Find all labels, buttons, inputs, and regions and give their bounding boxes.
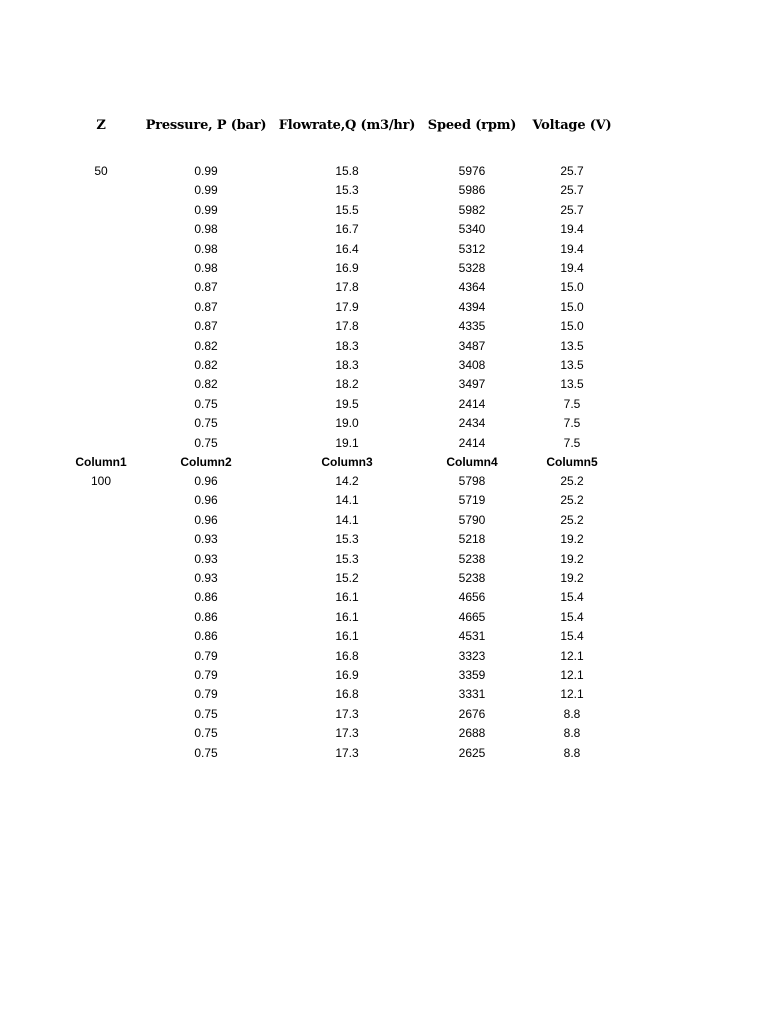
- cell-voltage: 12.1: [560, 648, 584, 663]
- cell-voltage: 8.8: [563, 726, 581, 741]
- header-speed: Speed (rpm): [427, 118, 517, 133]
- cell-flowrate: 14.2: [335, 474, 359, 488]
- cell-speed: 5790: [458, 512, 486, 527]
- cell-pressure: 0.75: [194, 745, 218, 760]
- cell-flowrate: 17.3: [335, 726, 359, 741]
- cell-voltage: 15.4: [560, 629, 584, 644]
- cell-pressure: 0.79: [194, 648, 218, 663]
- subheader-column5: Column5: [546, 455, 598, 469]
- cell-pressure: 0.93: [194, 532, 218, 547]
- cell-voltage: 8.8: [563, 745, 581, 760]
- cell-pressure: 0.98: [194, 222, 218, 237]
- cell-voltage: 13.5: [560, 338, 584, 353]
- cell-speed: 2434: [458, 416, 486, 431]
- cell-speed: 4394: [458, 299, 486, 314]
- cell-pressure: 0.86: [194, 629, 218, 644]
- cell-speed: 4531: [458, 629, 486, 644]
- cell-speed: 5340: [458, 222, 486, 237]
- cell-voltage: 13.5: [560, 377, 584, 392]
- cell-voltage: 15.0: [560, 319, 584, 334]
- cell-voltage: 19.2: [560, 551, 584, 566]
- cell-speed: 2625: [458, 745, 486, 760]
- cell-speed: 2414: [458, 396, 486, 411]
- cell-speed: 5719: [458, 493, 486, 508]
- cell-flowrate: 15.8: [335, 164, 359, 178]
- cell-flowrate: 19.1: [335, 435, 359, 450]
- cell-flowrate: 14.1: [335, 512, 359, 527]
- cell-voltage: 19.2: [560, 571, 584, 585]
- cell-voltage: 15.4: [560, 609, 584, 624]
- cell-speed: 4364: [458, 280, 486, 295]
- cell-speed: 5218: [458, 532, 486, 547]
- cell-pressure: 0.79: [194, 687, 218, 702]
- cell-voltage: 25.7: [560, 164, 584, 178]
- cell-speed: 3497: [458, 377, 486, 392]
- cell-flowrate: 19.0: [335, 416, 359, 431]
- cell-pressure: 0.96: [194, 493, 218, 508]
- cell-speed: 4335: [458, 319, 486, 334]
- z-value: 50: [94, 164, 108, 178]
- cell-speed: 3408: [458, 358, 486, 372]
- header-z: Z: [96, 118, 106, 133]
- cell-pressure: 0.96: [194, 512, 218, 527]
- cell-pressure: 0.98: [194, 241, 218, 256]
- cell-flowrate: 16.9: [335, 668, 359, 682]
- cell-pressure: 0.75: [194, 706, 218, 721]
- cell-pressure: 0.98: [194, 261, 218, 275]
- cell-flowrate: 18.3: [335, 338, 359, 353]
- cell-voltage: 19.4: [560, 261, 584, 275]
- cell-speed: 3359: [458, 668, 486, 682]
- cell-pressure: 0.99: [194, 164, 218, 178]
- cell-flowrate: 15.3: [335, 551, 359, 566]
- cell-flowrate: 18.3: [335, 358, 359, 372]
- cell-speed: 3487: [458, 338, 486, 353]
- cell-voltage: 25.7: [560, 183, 584, 198]
- cell-speed: 5986: [458, 183, 486, 198]
- cell-speed: 5982: [458, 202, 486, 217]
- cell-voltage: 13.5: [560, 358, 584, 372]
- cell-speed: 5312: [458, 241, 486, 256]
- cell-pressure: 0.99: [194, 202, 218, 217]
- cell-flowrate: 16.9: [335, 261, 359, 275]
- header-voltage: Voltage (V): [532, 118, 612, 133]
- cell-voltage: 19.2: [560, 532, 584, 547]
- cell-flowrate: 16.1: [335, 590, 359, 605]
- cell-voltage: 8.8: [563, 706, 581, 721]
- cell-flowrate: 19.5: [335, 396, 359, 411]
- cell-flowrate: 15.3: [335, 532, 359, 547]
- cell-flowrate: 18.2: [335, 377, 359, 392]
- cell-pressure: 0.82: [194, 358, 218, 372]
- cell-pressure: 0.93: [194, 551, 218, 566]
- cell-voltage: 7.5: [563, 396, 581, 411]
- cell-pressure: 0.75: [194, 396, 218, 411]
- cell-pressure: 0.87: [194, 280, 218, 295]
- cell-speed: 5976: [458, 164, 486, 178]
- cell-voltage: 19.4: [560, 241, 584, 256]
- cell-flowrate: 17.8: [335, 280, 359, 295]
- cell-voltage: 25.2: [560, 474, 584, 488]
- cell-pressure: 0.82: [194, 338, 218, 353]
- subheader-column2: Column2: [180, 455, 232, 469]
- cell-speed: 3331: [458, 687, 486, 702]
- cell-pressure: 0.87: [194, 299, 218, 314]
- cell-voltage: 15.0: [560, 280, 584, 295]
- cell-flowrate: 16.1: [335, 609, 359, 624]
- cell-pressure: 0.75: [194, 726, 218, 741]
- subheader-column1: Column1: [75, 455, 127, 469]
- cell-voltage: 12.1: [560, 668, 584, 682]
- cell-pressure: 0.99: [194, 183, 218, 198]
- cell-flowrate: 16.4: [335, 241, 359, 256]
- cell-voltage: 25.7: [560, 202, 584, 217]
- cell-flowrate: 16.1: [335, 629, 359, 644]
- cell-pressure: 0.79: [194, 668, 218, 682]
- cell-pressure: 0.86: [194, 609, 218, 624]
- cell-flowrate: 15.5: [335, 202, 359, 217]
- cell-voltage: 12.1: [560, 687, 584, 702]
- cell-voltage: 15.4: [560, 590, 584, 605]
- cell-flowrate: 16.8: [335, 687, 359, 702]
- cell-speed: 3323: [458, 648, 486, 663]
- cell-pressure: 0.96: [194, 474, 218, 488]
- cell-pressure: 0.75: [194, 435, 218, 450]
- cell-flowrate: 15.3: [335, 183, 359, 198]
- cell-pressure: 0.87: [194, 319, 218, 334]
- cell-voltage: 7.5: [563, 435, 581, 450]
- cell-voltage: 7.5: [563, 416, 581, 431]
- cell-pressure: 0.93: [194, 571, 218, 585]
- cell-flowrate: 16.7: [335, 222, 359, 237]
- z-value: 100: [90, 474, 112, 488]
- cell-voltage: 25.2: [560, 493, 584, 508]
- cell-speed: 2688: [458, 726, 486, 741]
- cell-flowrate: 17.8: [335, 319, 359, 334]
- cell-flowrate: 17.3: [335, 745, 359, 760]
- cell-flowrate: 17.9: [335, 299, 359, 314]
- cell-flowrate: 14.1: [335, 493, 359, 508]
- cell-voltage: 25.2: [560, 512, 584, 527]
- cell-speed: 5238: [458, 571, 486, 585]
- cell-speed: 4656: [458, 590, 486, 605]
- header-pressure: Pressure, P (bar): [145, 118, 267, 133]
- cell-voltage: 15.0: [560, 299, 584, 314]
- cell-speed: 5798: [458, 474, 486, 488]
- subheader-column3: Column3: [321, 455, 373, 469]
- cell-speed: 5238: [458, 551, 486, 566]
- cell-pressure: 0.82: [194, 377, 218, 392]
- cell-pressure: 0.86: [194, 590, 218, 605]
- cell-pressure: 0.75: [194, 416, 218, 431]
- cell-speed: 4665: [458, 609, 486, 624]
- cell-flowrate: 16.8: [335, 648, 359, 663]
- cell-flowrate: 15.2: [335, 571, 359, 585]
- cell-speed: 2676: [458, 706, 486, 721]
- cell-speed: 5328: [458, 261, 486, 275]
- cell-voltage: 19.4: [560, 222, 584, 237]
- header-flowrate: Flowrate,Q (m3/hr): [278, 118, 416, 133]
- cell-flowrate: 17.3: [335, 706, 359, 721]
- cell-speed: 2414: [458, 435, 486, 450]
- subheader-column4: Column4: [446, 455, 498, 469]
